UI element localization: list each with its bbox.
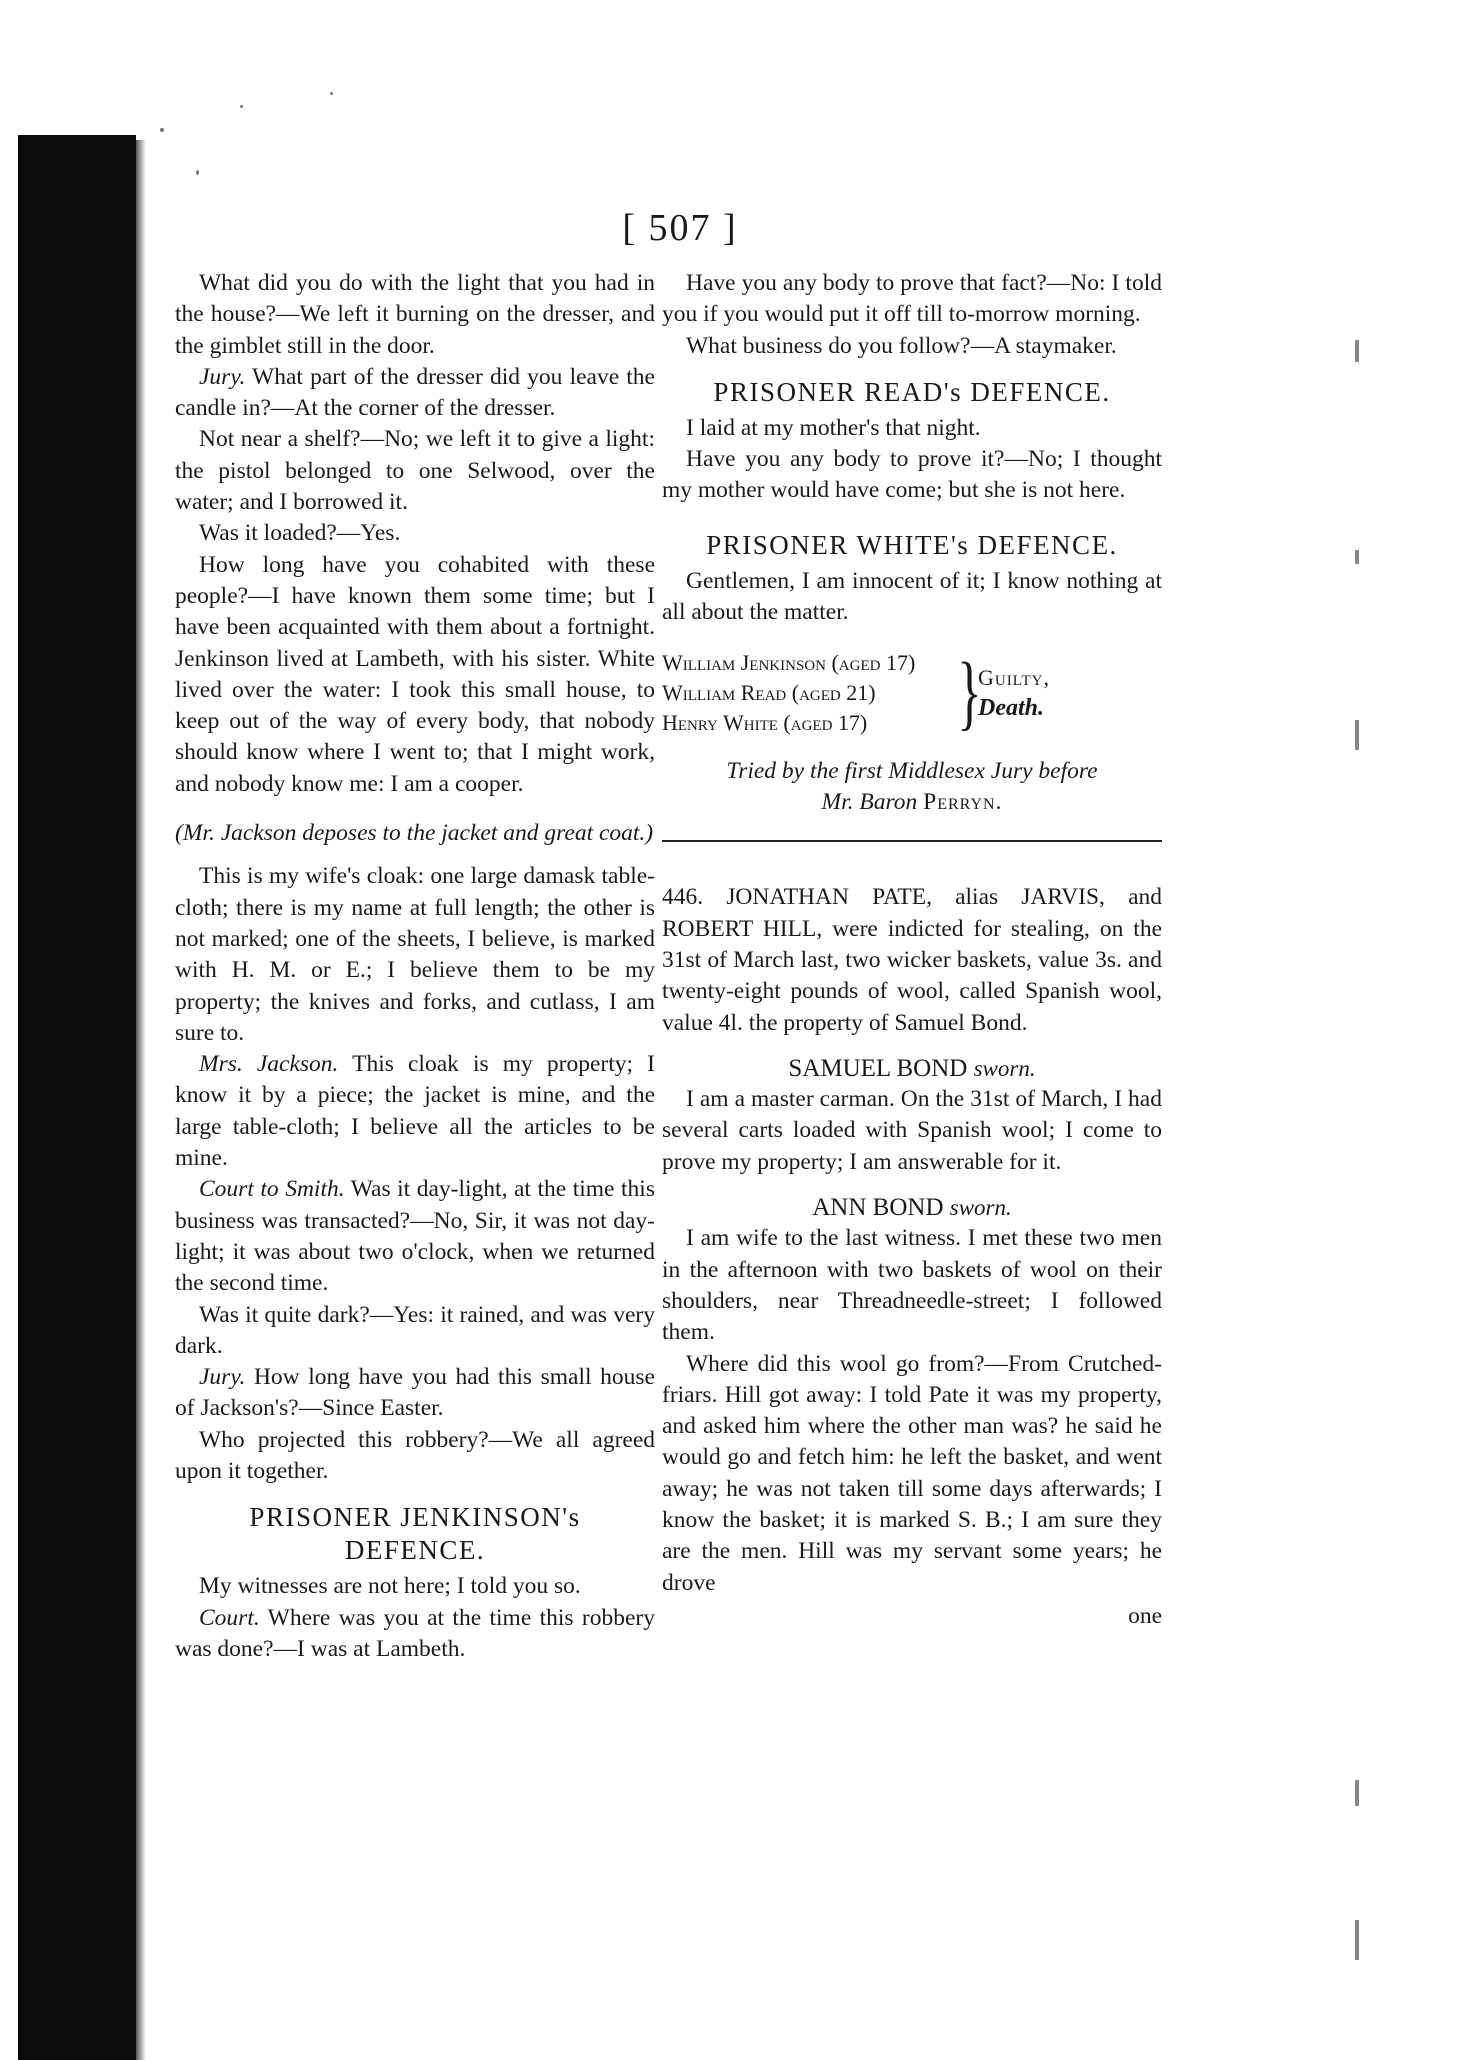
- paragraph: Not near a shelf?—No; we left it to give a light: the pistol belonged to one Selwood, over the water; and I borrowed it.: [175, 426, 655, 516]
- paragraph: [175, 1049, 655, 1174]
- defendant-list: [662, 648, 952, 738]
- speaker-label: Jury.: [199, 1364, 246, 1391]
- paragraph: [175, 1603, 655, 1666]
- paragraph-text: Where was you at the time this robbery was done?—I was at Lambeth.: [175, 1604, 655, 1662]
- page-number: [ 507 ]: [622, 207, 738, 249]
- right-column: [662, 268, 1162, 1632]
- speaker-label: Court.: [199, 1604, 260, 1631]
- paragraph: [175, 1174, 655, 1299]
- page-edge-marks: [1345, 300, 1375, 2000]
- paragraph-text: This cloak is my property; I know it by a piece; the jacket is mine, and the large table-cloth; I believe all the articles to be mine.: [175, 1051, 655, 1172]
- book-binding-shadow: [18, 135, 136, 2060]
- paragraph: I am a master carman. On the 31st of March, I had several carts loaded with Spanish wool; I come to prove my property; I am answerable for it.: [662, 1086, 1162, 1175]
- brace-glyph: }: [957, 646, 982, 740]
- defendant-name: William Read (aged 21): [662, 680, 876, 706]
- trial-note: [662, 756, 1162, 818]
- speaker-label: Court to Smith.: [199, 1176, 345, 1203]
- verdict: [978, 663, 1098, 723]
- section-heading: PRISONER JENKINSON's DEFENCE.: [249, 1502, 581, 1566]
- binding-edge: [136, 140, 146, 2060]
- judge-title: Mr. Baron: [821, 789, 918, 816]
- witness-heading: [662, 1053, 1162, 1084]
- witness-name: SAMUEL BOND: [788, 1054, 968, 1082]
- stage-direction: (Mr. Jackson deposes to the jacket and great coat.): [175, 820, 654, 847]
- paragraph: What business do you follow?—A staymaker.: [686, 332, 1117, 359]
- paragraph: Have you any body to prove it?—No; I thought my mother would have come; but she is not here.: [662, 446, 1162, 504]
- trial-note-line: [662, 787, 1162, 818]
- paragraph: Where did this wool go from?—From Crutched-friars. Hill got away: I told Pate it was my property, and asked him where the other man was? he said he would go and fetch him: he left the basket, and went away; he was not taken till some days afterwards; I know the basket; it is marked S. B.; I am sure they are the men. Hill was my servant some years; he drove: [662, 1350, 1162, 1596]
- paragraph: How long have you cohabited with these people?—I have known them some time; but I have been acquainted with them about a fortnight. Jenkinson lived at Lambeth, with his sister. White lived over the water: I took this small house, to keep out of the way of every body, that nobody should know where I went to; that I might work, and nobody know me: I am a cooper.: [175, 551, 655, 797]
- paragraph: Was it quite dark?—Yes: it rained, and was very dark.: [175, 1301, 655, 1359]
- sworn-label: sworn.: [973, 1055, 1036, 1081]
- speaker-label: Mrs. Jackson.: [199, 1051, 339, 1078]
- edge-mark: [1355, 1780, 1359, 1806]
- edge-mark: [1355, 1920, 1359, 1960]
- trial-note-line: Tried by the first Middlesex Jury before: [726, 758, 1098, 785]
- edge-mark: [1355, 720, 1359, 750]
- page-speck: [160, 128, 164, 132]
- paragraph: [175, 362, 655, 425]
- paragraph: Gentlemen, I am innocent of it; I know nothing at all about the matter.: [662, 567, 1162, 626]
- paragraph: My witnesses are not here; I told you so.: [199, 1573, 581, 1600]
- paragraph: Who projected this robbery?—We all agreed upon it together.: [175, 1426, 655, 1484]
- paragraph: I am wife to the last witness. I met these two men in the afternoon with two baskets of wool on their shoulders, near Threadneedle-street; I followed them.: [662, 1225, 1162, 1346]
- page-speck: [196, 170, 199, 175]
- defendant-name: William Jenkinson (aged 17): [662, 650, 916, 676]
- paragraph: Have you any body to prove that fact?—No: I told you if you would put it off till to-morrow morning.: [662, 270, 1162, 328]
- section-heading: PRISONER READ's DEFENCE.: [713, 376, 1111, 407]
- sworn-label: sworn.: [949, 1195, 1012, 1221]
- witness-heading: [662, 1192, 1162, 1223]
- page-speck: [240, 105, 243, 108]
- paragraph: Was it loaded?—Yes.: [199, 520, 401, 547]
- paragraph: This is my wife's cloak: one large damask table-cloth; there is my name at full length; the other is not marked; one of the sheets, I believe, is marked with H. M. or E.; I believe them to be my property; the knives and forks, and cutlass, I am sure to.: [175, 863, 655, 1046]
- paragraph-text: Was it day-light, at the time this business was transacted?—No, Sir, it was not day-light; it was about two o'clock, when we returned the second time.: [175, 1176, 655, 1297]
- edge-mark: [1355, 340, 1359, 362]
- verdict-block: [662, 648, 1162, 738]
- paragraph-text: How long have you had this small house of Jackson's?—Since Easter.: [175, 1364, 655, 1422]
- speaker-label: Jury.: [199, 363, 246, 390]
- witness-name: ANN BOND: [812, 1194, 944, 1222]
- left-column: [175, 268, 655, 1665]
- edge-mark: [1355, 550, 1359, 564]
- paragraph-text: What part of the dresser did you leave the candle in?—At the corner of the dresser.: [175, 363, 655, 422]
- section-divider: [662, 840, 1162, 842]
- defendant-name: Henry White (aged 17): [662, 710, 868, 736]
- judge-name: Perryn.: [923, 789, 1003, 816]
- paragraph: I laid at my mother's that night.: [686, 414, 981, 441]
- paragraph: [175, 1362, 655, 1425]
- case-paragraph: 446. JONATHAN PATE, alias JARVIS, and ROBERT HILL, were indicted for stealing, on the 31st of March last, two wicker baskets, value 3s. and twenty-eight pounds of wool, called Spanish wool, value 4l. the property of Samuel Bond.: [662, 884, 1162, 1036]
- paragraph: What did you do with the light that you had in the house?—We left it burning on the dresser, and the gimblet still in the door.: [175, 270, 655, 359]
- page-speck: [330, 92, 333, 95]
- sentence-text: Death.: [978, 695, 1044, 722]
- verdict-text: Guilty,: [978, 665, 1050, 691]
- catchword: one: [1128, 1602, 1162, 1629]
- section-heading: PRISONER WHITE's DEFENCE.: [706, 529, 1118, 560]
